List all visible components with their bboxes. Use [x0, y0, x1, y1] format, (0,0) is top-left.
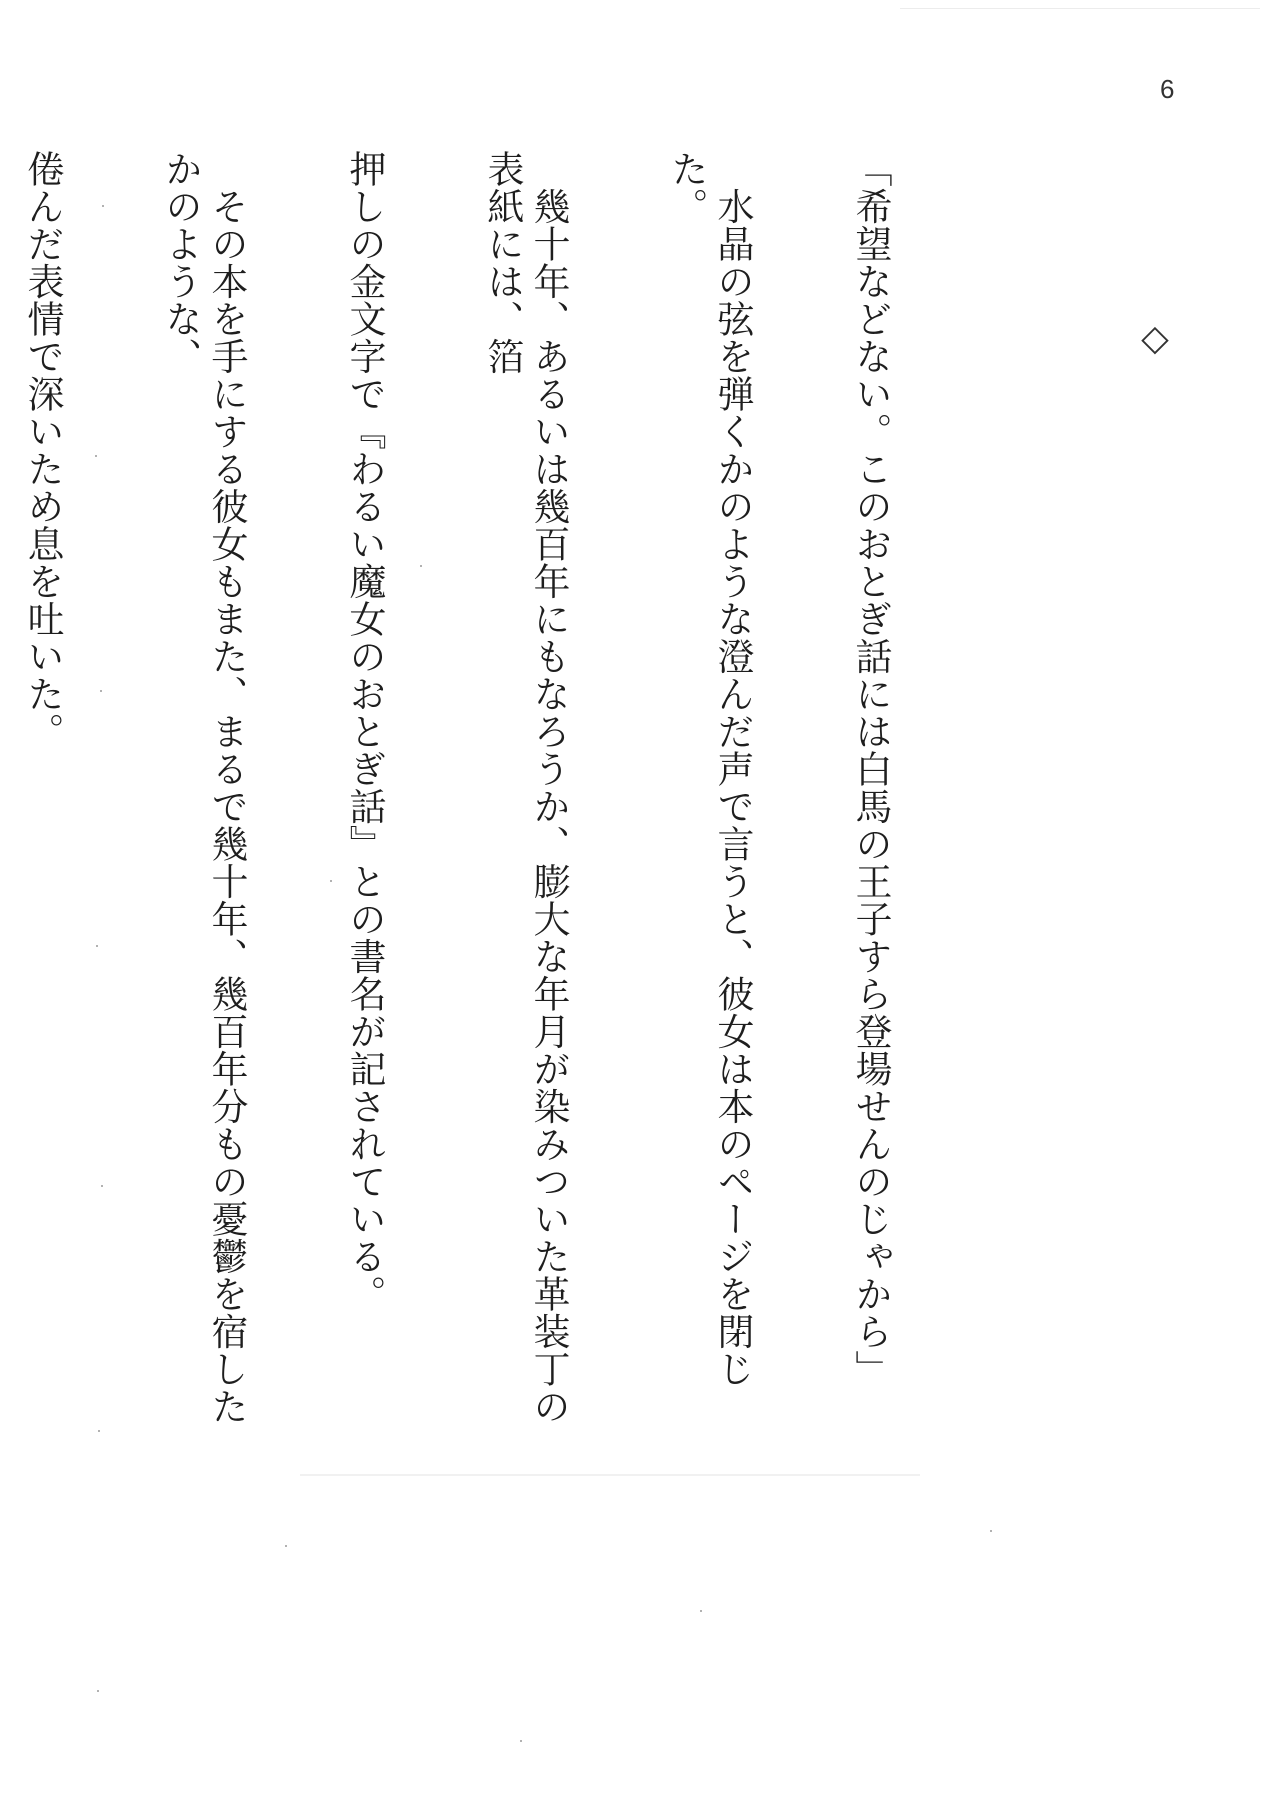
scan-speck: [330, 880, 332, 882]
scan-speck: [420, 565, 422, 567]
text-line: 倦んだ表情で深いため息を吐いた。: [21, 150, 64, 750]
scan-speck: [101, 1185, 103, 1187]
page-number: 6: [1160, 74, 1175, 104]
text-line: 押しの金文字で『わるい魔女のおとぎ話』との書名が記されている。: [343, 150, 386, 1313]
scan-speck: [520, 1740, 522, 1742]
text-line: その本を手にする彼女もまた、まるで幾十年、幾百年分もの憂鬱を宿したかのような、: [159, 150, 248, 1425]
scan-speck: [990, 1530, 992, 1532]
scan-speck: [97, 1690, 99, 1692]
text-line: 水晶の弦を弾くかのような澄んだ声で言うと、彼女は本のページを閉じた。: [665, 150, 754, 1388]
scan-speck: [285, 1545, 287, 1547]
section-break-diamond-icon: ◇: [1141, 318, 1169, 359]
scan-speck: [700, 1610, 702, 1612]
scan-speck: [100, 690, 102, 692]
scan-speck: [95, 455, 97, 457]
scan-speck: [98, 1430, 100, 1432]
scan-edge-line: [900, 8, 1260, 9]
scan-artifact-band: [300, 1474, 920, 1476]
scan-speck: [96, 945, 98, 947]
scan-speck: [102, 205, 104, 207]
text-line: 幾十年、あるいは幾百年にもなろうか、膨大な年月が染みついた革装丁の表紙には、箔: [481, 150, 570, 1425]
text-line: 「希望などない。このおとぎ話には白馬の王子すら登場せんのじゃから」: [849, 150, 892, 1388]
vertical-body-text: [21, 150, 985, 1450]
